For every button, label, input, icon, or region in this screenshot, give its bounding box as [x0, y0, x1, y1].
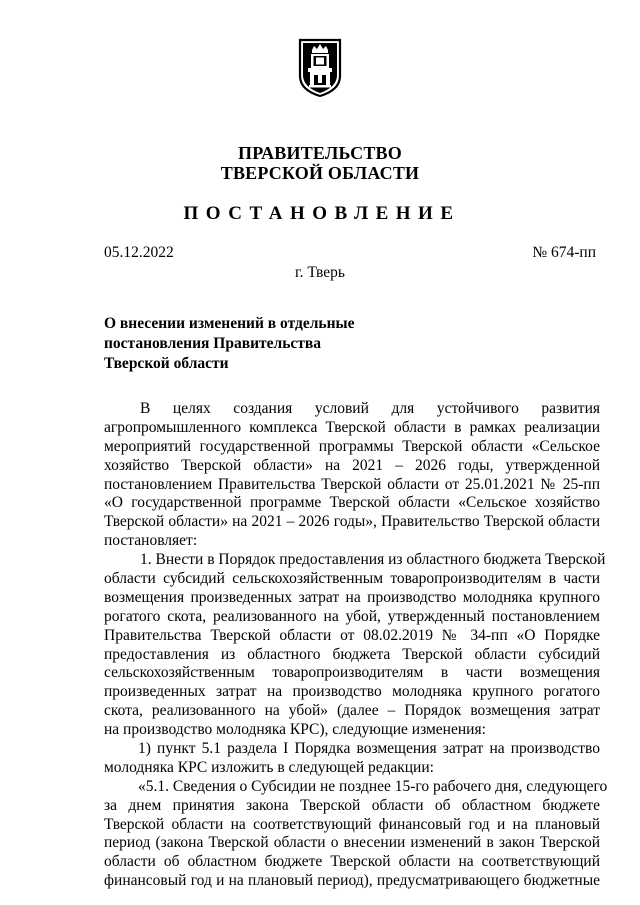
body-line: за днем принятия закона Тверской области об областном бюджете — [104, 796, 600, 814]
document-body — [104, 400, 608, 891]
body-line: «5.1. Сведения о Субсидии не позднее 15-го рабочего дня, следующего — [138, 777, 608, 795]
coat-of-arms-emblem — [298, 38, 342, 98]
body-line: скота, реализованного на убой» (далее – Порядок возмещения затрат — [104, 702, 600, 720]
body-line: области субсидий сельскохозяйственным товаропроизводителям в части — [104, 570, 600, 588]
subject-line: О внесении изменений в отдельные — [104, 315, 355, 332]
subject-line: Тверской области — [104, 355, 229, 372]
body-line: мероприятий государственной программы Тверской области «Сельское — [104, 437, 600, 455]
body-line: постановлением Правительства Тверской области от 25.01.2021 № 25-пп — [104, 475, 600, 493]
body-line: постановляет: — [104, 532, 198, 550]
body-line: Тверской области на соответствующий финансовый год и на плановый — [104, 815, 600, 833]
body-line: 1) пункт 5.1 раздела I Порядка возмещения затрат на производство — [138, 740, 600, 758]
document-type-title: ПОСТАНОВЛЕНИЕ — [183, 203, 461, 224]
body-line: Тверской области» на 2021 – 2026 годы», Правительство Тверской области — [104, 513, 600, 531]
body-line: молодняка КРС изложить в следующей редакции: — [104, 758, 434, 776]
body-line: на производство молодняка КРС), следующие изменения: — [104, 721, 486, 739]
document-number: № 674-пп — [532, 244, 596, 261]
body-line: агропромышленного комплекса Тверской области в рамках реализации — [104, 418, 600, 436]
body-line: 1. Внести в Порядок предоставления из областного бюджета Тверской — [140, 551, 606, 569]
body-line: финансовый год и на плановый период), предусматривающего бюджетные — [104, 872, 600, 890]
government-name-line2: ТВЕРСКОЙ ОБЛАСТИ — [220, 163, 420, 183]
body-line: «О государственной программе Тверской области «Сельское хозяйство — [104, 494, 600, 512]
body-line: рогатого скота, реализованного на убой, утвержденный постановлением — [104, 607, 600, 625]
document-date: 05.12.2022 — [104, 244, 174, 261]
body-line: период (закона Тверской области о внесении изменений в закон Тверской — [104, 834, 600, 852]
body-line: предоставления из областного бюджета Тверской области субсидий — [104, 645, 600, 663]
body-line: области об областном бюджете Тверской области на соответствующий — [104, 853, 600, 871]
government-name-line1: ПРАВИТЕЛЬСТВО — [238, 143, 402, 163]
document-city: г. Тверь — [295, 264, 345, 281]
subject-line: постановления Правительства — [104, 335, 321, 352]
body-line: сельскохозяйственным товаропроизводителям в части возмещения — [104, 664, 600, 682]
body-line: хозяйство Тверской области» на 2021 – 2026 годы, утвержденной — [104, 456, 600, 474]
body-line: возмещения произведенных затрат на производство молодняка крупного — [104, 588, 600, 606]
document-subject — [104, 314, 424, 374]
body-line: произведенных затрат на производство молодняка крупного рогатого — [104, 683, 600, 701]
body-line: В целях создания условий для устойчивого развития — [140, 400, 600, 417]
body-line: Правительства Тверской области от 08.02.2019 № 34-пп «О Порядке — [104, 626, 600, 644]
